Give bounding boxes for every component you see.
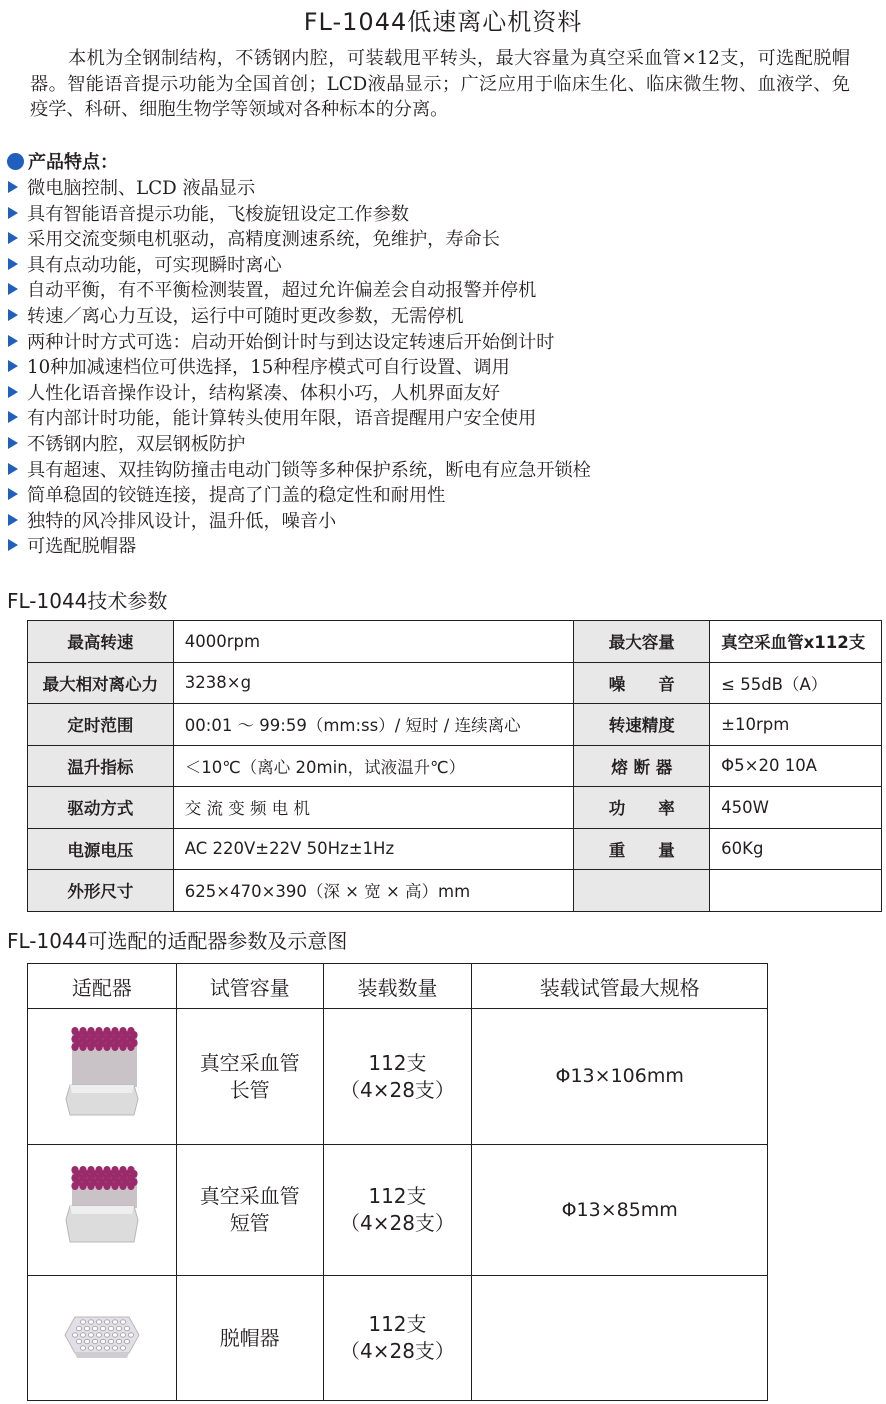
spec-value: ±10rpm <box>710 704 882 746</box>
adapter-image-cell <box>28 1009 177 1145</box>
tube-body <box>120 1187 126 1208</box>
tube-length: 长管 <box>229 1077 270 1102</box>
triangle-bullet-icon <box>8 181 18 193</box>
tube-body <box>104 1048 110 1087</box>
plate-hole <box>116 1326 121 1330</box>
triangle-bullet-icon <box>8 488 18 500</box>
list-item <box>8 253 591 279</box>
tube-length: 短管 <box>229 1211 270 1235</box>
load-quantity-cell <box>323 1009 472 1145</box>
spec-label <box>574 870 710 912</box>
load-quantity: 112支 <box>368 1312 427 1336</box>
spec-value: Φ5×20 10A <box>710 745 882 787</box>
load-quantity-cell <box>323 1145 472 1276</box>
long-tube-adapter-image <box>62 1023 142 1123</box>
table-row <box>28 745 882 787</box>
plate-hole <box>80 1332 85 1336</box>
plate-hole <box>100 1339 105 1343</box>
plate-hole <box>76 1326 81 1330</box>
spec-value: 4000rpm <box>173 621 574 663</box>
tube-body <box>80 1048 86 1087</box>
plate-hole <box>124 1326 129 1330</box>
plate-hole <box>112 1319 117 1323</box>
plate-hole <box>96 1345 101 1349</box>
plate-hole <box>92 1326 97 1330</box>
decapper-plate-image <box>61 1305 143 1365</box>
plate-hole <box>108 1326 113 1330</box>
tube-cap <box>79 1043 86 1051</box>
plate-hole <box>80 1319 85 1323</box>
spec-label: 重 量 <box>574 828 710 870</box>
feature-text: 10种加减速档位可供选择，15种程序模式可自行设置、调用 <box>27 357 510 379</box>
plate-hole <box>128 1332 133 1336</box>
feature-text: 具有智能语音提示功能，飞梭旋钮设定工作参数 <box>27 203 409 225</box>
feature-text: 人性化语音操作设计，结构紧凑、体积小巧，人机界面友好 <box>27 382 500 404</box>
triangle-bullet-icon <box>8 360 18 372</box>
tube-body <box>112 1187 118 1208</box>
spec-label: 定时范围 <box>28 704 174 746</box>
load-quantity-detail: （4×28支） <box>339 1339 455 1363</box>
tube-cap <box>103 1182 110 1190</box>
spec-label: 驱动方式 <box>28 787 174 829</box>
plate-hole <box>124 1339 129 1343</box>
list-item <box>8 406 591 432</box>
plate-hole <box>120 1319 125 1323</box>
spec-value: 真空采血管x112支 <box>710 621 882 663</box>
plate-hole <box>72 1332 77 1336</box>
tube-capacity-cell <box>176 1276 323 1401</box>
max-tube-size: Φ13×85mm <box>472 1145 768 1276</box>
spec-value: 625×470×390（深 × 宽 × 高）mm <box>173 870 574 912</box>
tube-body <box>88 1187 94 1208</box>
plate-hole <box>96 1319 101 1323</box>
list-item <box>8 381 591 407</box>
spec-label: 最大容量 <box>574 621 710 663</box>
plate-hole <box>100 1326 105 1330</box>
spec-value: ≤ 55dB（A） <box>710 662 882 704</box>
feature-text: 简单稳固的铰链连接，提高了门盖的稳定性和耐用性 <box>27 485 446 507</box>
list-item <box>8 202 591 228</box>
plate-hole <box>120 1332 125 1336</box>
feature-text: 可选配脱帽器 <box>27 536 137 558</box>
plate-hole <box>104 1345 109 1349</box>
triangle-bullet-icon <box>8 283 18 295</box>
spec-value: ＜10℃（离心 20min，试液温升℃） <box>173 745 574 787</box>
spec-label: 噪 音 <box>574 662 710 704</box>
plate-hole <box>108 1339 113 1343</box>
tube-body <box>96 1048 102 1087</box>
feature-text: 具有超速、双挂钩防撞击电动门锁等多种保护系统，断电有应急开锁栓 <box>27 459 591 481</box>
tube-capacity-cell <box>176 1009 323 1145</box>
tube-cap <box>87 1043 94 1051</box>
load-quantity-cell <box>323 1276 472 1401</box>
tube-cap <box>71 1182 78 1190</box>
load-quantity: 112支 <box>368 1050 427 1075</box>
tube-cap <box>119 1043 126 1051</box>
adapter-table <box>27 963 768 1401</box>
page-title: FL-1044低速离心机资料 <box>303 8 583 36</box>
plate-hole <box>104 1319 109 1323</box>
spec-value: 交 流 变 频 电 机 <box>173 787 574 829</box>
triangle-bullet-icon <box>8 539 18 551</box>
spec-label: 最大相对离心力 <box>28 662 174 704</box>
spec-value: 00:01 ～ 99:59（mm:ss）/ 短时 / 连续离心 <box>173 704 574 746</box>
list-item <box>8 330 591 356</box>
table-row <box>28 1145 768 1276</box>
feature-text: 采用交流变频电机驱动，高精度测速系统，免维护，寿命长 <box>27 229 500 251</box>
plate-hole <box>76 1339 81 1343</box>
table-row <box>28 662 882 704</box>
list-item <box>8 176 591 202</box>
column-header: 装载试管最大规格 <box>472 964 768 1009</box>
feature-text: 两种计时方式可选：启动开始倒计时与到达设定转速后开始倒计时 <box>27 331 555 353</box>
plate-hole <box>92 1339 97 1343</box>
tube-cap <box>87 1182 94 1190</box>
triangle-bullet-icon <box>8 386 18 398</box>
short-tube-adapter-image <box>62 1162 142 1252</box>
plate-hole <box>120 1345 125 1349</box>
feature-text: 具有点动功能，可实现瞬时离心 <box>27 254 282 276</box>
list-item <box>8 458 591 484</box>
spec-table <box>27 620 882 912</box>
adapter-image-cell <box>28 1145 177 1276</box>
triangle-bullet-icon <box>8 309 18 321</box>
tube-cap <box>127 1182 134 1190</box>
load-quantity-detail: （4×28支） <box>339 1077 455 1102</box>
table-row <box>28 1276 768 1401</box>
triangle-bullet-icon <box>8 207 18 219</box>
column-header: 适配器 <box>28 964 177 1009</box>
tube-cap <box>103 1043 110 1051</box>
spec-label: 熔 断 器 <box>574 745 710 787</box>
tube-cap <box>119 1182 126 1190</box>
tube-capacity: 真空采血管 <box>199 1184 300 1208</box>
spec-label: 最高转速 <box>28 621 174 663</box>
tube-cap <box>95 1043 102 1051</box>
tube-capacity-cell <box>176 1145 323 1276</box>
tube-body <box>104 1187 110 1208</box>
list-item <box>8 304 591 330</box>
triangle-bullet-icon <box>8 514 18 526</box>
intro-paragraph: 本机为全钢制结构，不锈钢内腔，可装载甩平转头，最大容量为真空采血管×12支，可选配脱帽器。智能语音提示功能为全国首创；LCD液晶显示；广泛应用于临床生化、临床微生物、血液学、免疫学、科研、细胞生物学等领域对各种标本的分离。 <box>30 48 850 120</box>
feature-text: 微电脑控制、LCD 液晶显示 <box>27 178 256 199</box>
feature-text: 不锈钢内腔，双层钢板防护 <box>27 433 246 455</box>
plate-hole <box>80 1345 85 1349</box>
spec-label: 外形尺寸 <box>28 870 174 912</box>
triangle-bullet-icon <box>8 463 18 475</box>
feature-text: 独特的风冷排风设计，温升低，噪音小 <box>27 510 337 532</box>
max-tube-size <box>472 1276 768 1401</box>
list-item <box>8 227 591 253</box>
tube-body <box>72 1048 78 1087</box>
adapter-section-title: FL-1044可选配的适配器参数及示意图 <box>7 929 348 953</box>
spec-value: 60Kg <box>710 828 882 870</box>
bullet-dot-icon <box>7 153 24 170</box>
tube-cap <box>71 1043 78 1051</box>
triangle-bullet-icon <box>8 335 18 347</box>
tube-cap <box>95 1182 102 1190</box>
features-heading <box>7 148 118 174</box>
tube-body <box>88 1048 94 1087</box>
features-heading-label: 产品特点： <box>28 152 118 173</box>
plate-hole <box>88 1345 93 1349</box>
plate-hole <box>88 1332 93 1336</box>
triangle-bullet-icon <box>8 437 18 449</box>
table-row <box>28 787 882 829</box>
list-item <box>8 483 591 509</box>
table-row <box>28 704 882 746</box>
adapter-image-cell <box>28 1276 177 1401</box>
tube-cap <box>111 1043 118 1051</box>
list-item <box>8 509 591 535</box>
spec-label: 转速精度 <box>574 704 710 746</box>
column-header: 装载数量 <box>323 964 472 1009</box>
triangle-bullet-icon <box>8 411 18 423</box>
load-quantity-detail: （4×28支） <box>339 1211 455 1235</box>
spec-value: 3238×g <box>173 662 574 704</box>
table-header-row <box>28 964 768 1009</box>
table-row <box>28 828 882 870</box>
spec-value: AC 220V±22V 50Hz±1Hz <box>173 828 574 870</box>
max-tube-size: Φ13×106mm <box>472 1009 768 1145</box>
triangle-bullet-icon <box>8 232 18 244</box>
tube-body <box>128 1048 134 1087</box>
tube-cap <box>127 1043 134 1051</box>
spec-value <box>710 870 882 912</box>
load-quantity: 112支 <box>368 1184 427 1208</box>
plate-hole <box>84 1339 89 1343</box>
feature-text: 有内部计时功能，能计算转头使用年限，语音提醒用户安全使用 <box>27 408 537 430</box>
plate-hole <box>112 1332 117 1336</box>
tube-capacity: 真空采血管 <box>199 1050 300 1075</box>
list-item <box>8 534 591 560</box>
feature-text: 转速／离心力互设，运行中可随时更改参数，无需停机 <box>27 305 464 327</box>
spec-label: 功 率 <box>574 787 710 829</box>
feature-text: 自动平衡，有不平衡检测装置，超过允许偏差会自动报警并停机 <box>27 280 537 302</box>
list-item <box>8 278 591 304</box>
table-row <box>28 621 882 663</box>
column-header: 试管容量 <box>176 964 323 1009</box>
tube-body <box>96 1187 102 1208</box>
plate-hole <box>116 1339 121 1343</box>
spec-label: 温升指标 <box>28 745 174 787</box>
tube-cap <box>111 1182 118 1190</box>
spec-section-title: FL-1044技术参数 <box>7 589 168 613</box>
plate-hole <box>104 1332 109 1336</box>
plate-hole <box>96 1332 101 1336</box>
list-item <box>8 432 591 458</box>
spec-label: 电源电压 <box>28 828 174 870</box>
tube-capacity: 脱帽器 <box>219 1325 280 1350</box>
tube-cap <box>79 1182 86 1190</box>
tube-body <box>80 1187 86 1208</box>
plate-hole <box>84 1326 89 1330</box>
spec-value: 450W <box>710 787 882 829</box>
plate-hole <box>112 1345 117 1349</box>
tube-body <box>128 1187 134 1208</box>
plate-hole <box>88 1319 93 1323</box>
list-item <box>8 355 591 381</box>
table-row <box>28 870 882 912</box>
tube-body <box>112 1048 118 1087</box>
tube-body <box>72 1187 78 1208</box>
tube-body <box>120 1048 126 1087</box>
triangle-bullet-icon <box>8 258 18 270</box>
feature-list <box>8 176 591 560</box>
table-row <box>28 1009 768 1145</box>
